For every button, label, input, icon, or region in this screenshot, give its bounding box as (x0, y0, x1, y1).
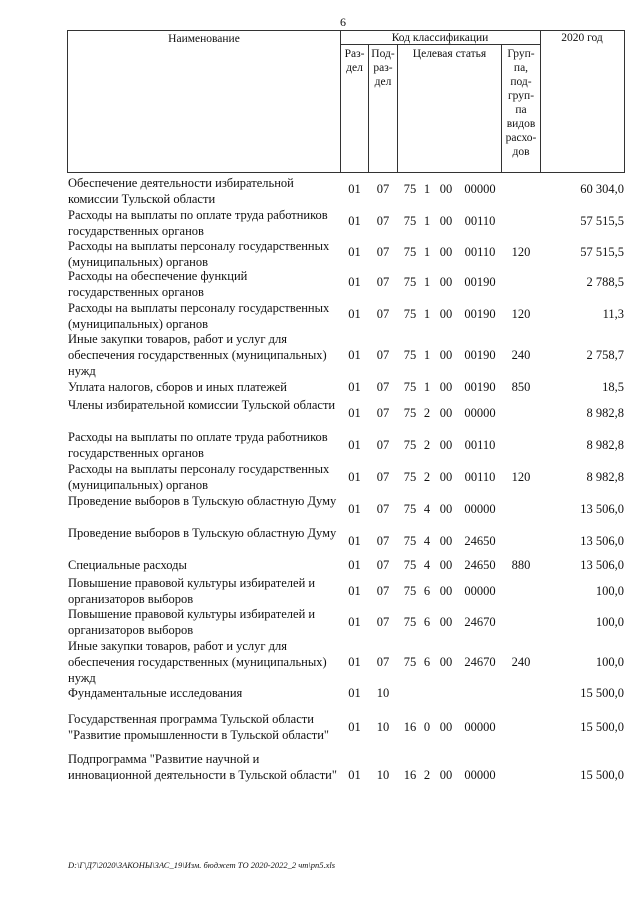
row-razdel: 01 (348, 182, 361, 196)
row-podrazdel: 10 (376, 768, 390, 782)
row-target-2: 1 (423, 182, 431, 196)
row-razdel: 01 (348, 348, 361, 362)
row-name: Повышение правовой культуры избирателей и организаторов выборов (68, 576, 316, 606)
row-target-4: 00190 (464, 348, 496, 362)
row-target-2: 4 (423, 534, 431, 548)
row-name: Специальные расходы (68, 558, 187, 572)
row-group: 880 (511, 558, 531, 572)
row-group: 850 (511, 380, 531, 394)
row-target-1: 75 (403, 214, 417, 228)
row-target-1: 75 (403, 348, 417, 362)
row-name: Фундаментальные исследования (68, 686, 243, 700)
row-target-4: 00190 (464, 275, 496, 289)
header-razdel: Раз- дел (344, 48, 365, 74)
header-code: Код классификации (391, 32, 489, 44)
row-target-2: 2 (423, 768, 431, 782)
page-number: 6 (340, 15, 346, 29)
row-podrazdel: 07 (376, 245, 390, 259)
row-target-3: 00 (439, 534, 453, 548)
row-target-1: 75 (403, 470, 417, 484)
row-podrazdel: 07 (376, 182, 390, 196)
row-target-3: 00 (439, 307, 453, 321)
row-amount: 100,0 (595, 584, 624, 598)
row-group: 120 (511, 245, 531, 259)
row-target-2: 1 (423, 245, 431, 259)
row-target-1: 75 (403, 534, 417, 548)
row-target-1: 75 (403, 438, 417, 452)
header-year: 2020 год (561, 32, 603, 44)
row-razdel: 01 (348, 686, 361, 700)
row-podrazdel: 07 (376, 502, 390, 516)
row-amount: 11,3 (602, 307, 624, 321)
row-name: Подпрограмма "Развитие научной и инновационной деятельности в Тульской области" (68, 752, 337, 782)
row-razdel: 01 (348, 655, 361, 669)
row-target-4: 00000 (464, 768, 496, 782)
row-amount: 60 304,0 (580, 182, 624, 196)
row-name: Государственная программа Тульской области "Развитие промышленности в Тульской области" (68, 712, 330, 742)
row-name: Расходы на выплаты персоналу государственных (муниципальных) органов (68, 301, 330, 331)
row-name: Члены избирательной комиссии Тульской области (68, 398, 336, 412)
row-name: Иные закупки товаров, работ и услуг для обеспечения государственных (муниципальных) нужд (68, 639, 327, 685)
row-target-2: 6 (423, 615, 431, 629)
row-amount: 8 982,8 (586, 406, 624, 420)
row-amount: 57 515,5 (580, 214, 624, 228)
row-razdel: 01 (348, 615, 361, 629)
row-target-4: 00000 (464, 720, 496, 734)
row-target-3: 00 (439, 502, 453, 516)
row-amount: 2 788,5 (586, 275, 624, 289)
row-podrazdel: 07 (376, 307, 390, 321)
row-target-1: 75 (403, 380, 417, 394)
row-target-3: 00 (439, 470, 453, 484)
row-amount: 13 506,0 (580, 502, 624, 516)
row-target-3: 00 (439, 655, 453, 669)
row-podrazdel: 07 (376, 655, 390, 669)
row-group: 240 (511, 655, 531, 669)
row-razdel: 01 (348, 502, 361, 516)
row-target-3: 00 (439, 182, 453, 196)
row-amount: 15 500,0 (580, 686, 624, 700)
row-target-1: 75 (403, 655, 417, 669)
row-razdel: 01 (348, 245, 361, 259)
row-target-4: 24670 (464, 655, 496, 669)
row-target-1: 75 (403, 558, 417, 572)
row-target-2: 2 (423, 470, 431, 484)
row-amount: 18,5 (602, 380, 624, 394)
row-name: Иные закупки товаров, работ и услуг для обеспечения государственных (муниципальных) нужд (68, 332, 327, 378)
row-amount: 100,0 (595, 615, 624, 629)
row-target-1: 16 (403, 768, 417, 782)
row-target-2: 0 (423, 720, 431, 734)
header-podrazdel: Под- раз- дел (371, 48, 395, 88)
row-razdel: 01 (348, 438, 361, 452)
row-target-4: 00110 (464, 214, 496, 228)
row-target-1: 75 (403, 406, 417, 420)
row-target-2: 2 (423, 438, 431, 452)
row-target-4: 00190 (464, 307, 496, 321)
row-name: Расходы на выплаты персоналу государственных (муниципальных) органов (68, 462, 330, 492)
row-group: 120 (511, 470, 531, 484)
row-target-4: 00000 (464, 502, 496, 516)
row-name: Расходы на выплаты по оплате труда работников государственных органов (68, 430, 328, 460)
row-target-4: 00190 (464, 380, 496, 394)
row-target-2: 1 (423, 348, 431, 362)
row-amount: 13 506,0 (580, 534, 624, 548)
row-podrazdel: 07 (376, 214, 390, 228)
row-razdel: 01 (348, 534, 361, 548)
file-path-footer: D:\Г\Д7\2020\ЗАКОНЫ\ЗАС_19\Изм. бюджет ТО 2020-2022_2 чт\рп5.xls (68, 860, 336, 870)
row-amount: 15 500,0 (580, 768, 624, 782)
row-name: Расходы на обеспечение функций государственных органов (68, 269, 248, 299)
row-group: 120 (511, 307, 531, 321)
row-group: 240 (511, 348, 531, 362)
row-target-1: 75 (403, 275, 417, 289)
row-target-1: 75 (403, 307, 417, 321)
row-name: Уплата налогов, сборов и иных платежей (68, 380, 287, 394)
row-target-4: 24650 (464, 534, 496, 548)
header-group: Груп- па, под- груп- па видов расхо- дов (505, 48, 537, 158)
row-target-3: 00 (439, 615, 453, 629)
row-target-2: 1 (423, 307, 431, 321)
row-target-4: 00000 (464, 584, 496, 598)
row-target-3: 00 (439, 558, 453, 572)
row-razdel: 01 (348, 275, 361, 289)
row-target-3: 00 (439, 214, 453, 228)
row-podrazdel: 07 (376, 380, 390, 394)
row-podrazdel: 07 (376, 584, 390, 598)
row-target-2: 4 (423, 558, 431, 572)
row-amount: 8 982,8 (586, 470, 624, 484)
row-target-1: 75 (403, 245, 417, 259)
row-target-3: 00 (439, 438, 453, 452)
row-target-3: 00 (439, 348, 453, 362)
row-target-3: 00 (439, 275, 453, 289)
row-target-1: 75 (403, 615, 417, 629)
row-target-3: 00 (439, 584, 453, 598)
row-target-2: 1 (423, 380, 431, 394)
row-name: Проведение выборов в Тульскую областную Думу (68, 494, 337, 508)
row-name: Проведение выборов в Тульскую областную Думу (68, 526, 337, 540)
row-amount: 57 515,5 (580, 245, 624, 259)
row-target-3: 00 (439, 380, 453, 394)
row-target-2: 4 (423, 502, 431, 516)
header-name: Наименование (168, 33, 240, 45)
row-podrazdel: 07 (376, 615, 390, 629)
row-target-4: 00110 (464, 470, 496, 484)
row-target-4: 00000 (464, 406, 496, 420)
row-target-4: 00110 (464, 438, 496, 452)
row-razdel: 01 (348, 584, 361, 598)
row-target-3: 00 (439, 720, 453, 734)
row-razdel: 01 (348, 470, 361, 484)
row-target-3: 00 (439, 768, 453, 782)
row-razdel: 01 (348, 380, 361, 394)
row-name: Повышение правовой культуры избирателей и организаторов выборов (68, 607, 316, 637)
row-podrazdel: 10 (376, 686, 390, 700)
row-razdel: 01 (348, 214, 361, 228)
row-target-1: 75 (403, 502, 417, 516)
row-target-4: 00000 (464, 182, 496, 196)
header-target: Целевая статья (412, 48, 487, 60)
row-target-1: 16 (403, 720, 417, 734)
row-name: Обеспечение деятельности избирательной комиссии Тульской области (68, 176, 294, 206)
row-podrazdel: 07 (376, 438, 390, 452)
row-razdel: 01 (348, 768, 361, 782)
row-target-2: 1 (423, 214, 431, 228)
row-podrazdel: 07 (376, 348, 390, 362)
row-target-3: 00 (439, 245, 453, 259)
row-target-3: 00 (439, 406, 453, 420)
row-podrazdel: 07 (376, 470, 390, 484)
row-target-1: 75 (403, 182, 417, 196)
row-podrazdel: 10 (376, 720, 390, 734)
row-razdel: 01 (348, 406, 361, 420)
row-target-2: 2 (423, 406, 431, 420)
row-razdel: 01 (348, 720, 361, 734)
row-target-2: 1 (423, 275, 431, 289)
row-podrazdel: 07 (376, 558, 390, 572)
row-razdel: 01 (348, 558, 361, 572)
row-amount: 13 506,0 (580, 558, 624, 572)
row-target-2: 6 (423, 584, 431, 598)
row-podrazdel: 07 (376, 275, 390, 289)
row-podrazdel: 07 (376, 406, 390, 420)
row-amount: 100,0 (595, 655, 624, 669)
row-name: Расходы на выплаты по оплате труда работников государственных органов (68, 208, 328, 238)
row-target-4: 24670 (464, 615, 496, 629)
row-razdel: 01 (348, 307, 361, 321)
row-name: Расходы на выплаты персоналу государственных (муниципальных) органов (68, 239, 330, 269)
row-target-4: 24650 (464, 558, 496, 572)
row-target-2: 6 (423, 655, 431, 669)
row-amount: 8 982,8 (586, 438, 624, 452)
row-target-1: 75 (403, 584, 417, 598)
row-amount: 2 758,7 (586, 348, 624, 362)
row-target-4: 00110 (464, 245, 496, 259)
row-podrazdel: 07 (376, 534, 390, 548)
row-amount: 15 500,0 (580, 720, 624, 734)
